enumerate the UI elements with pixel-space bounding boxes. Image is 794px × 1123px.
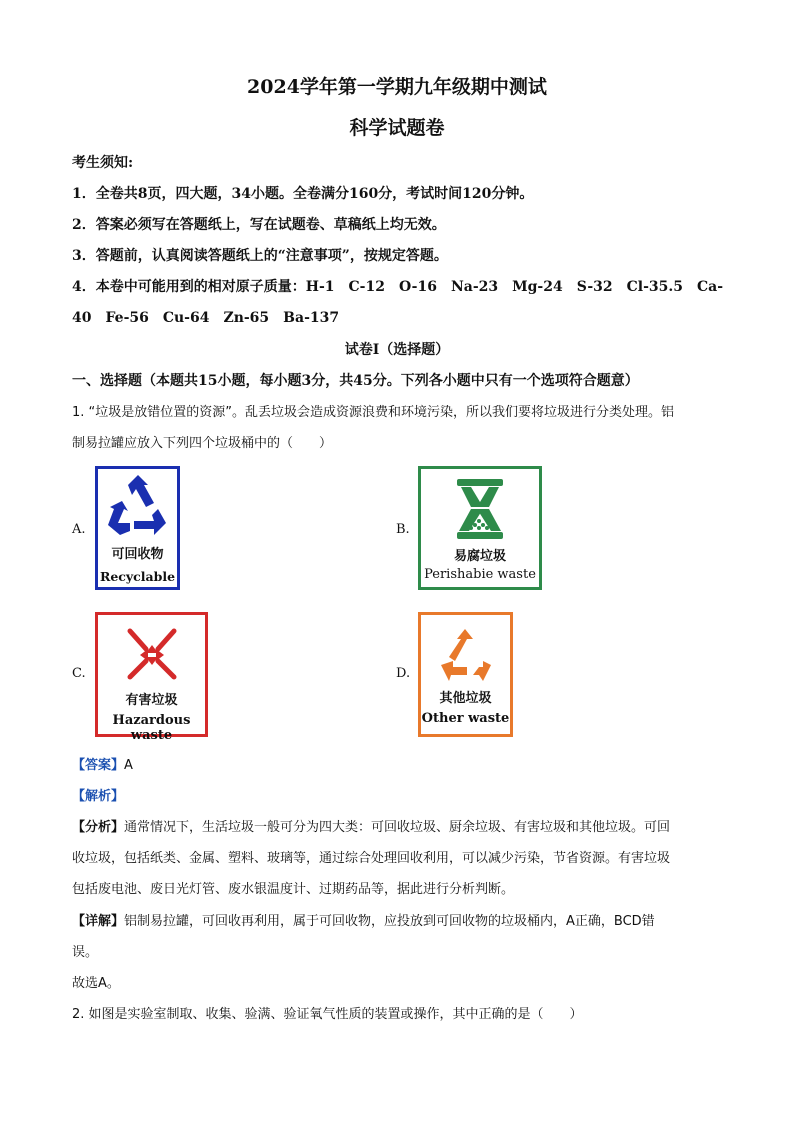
notice-heading: 考生须知: (72, 155, 134, 171)
notice-item: 2．答案必须写在答题纸上，写在试题卷、草稿纸上均无效。 (72, 217, 446, 233)
part-title: 一、选择题（本题共15小题，每小题3分，共45分。下列各小题中只有一个选项符合题意） (72, 373, 639, 389)
page-subtitle: 科学试题卷 (349, 117, 445, 139)
detail-text: 铝制易拉罐，可回收再利用，属于可回收物，应投放到可回收物的垃圾桶内，A正确，BCD错 (124, 914, 655, 929)
perishable-bin-image[interactable] (418, 466, 542, 590)
question-stem: 1. “垃圾是放错位置的资源”。乱丢垃圾会造成资源浪费和环境污染，所以我们要将垃圾进行分类处理。铝 (72, 405, 675, 420)
detail-tag: 【详解】 (72, 914, 125, 929)
bin-label-cn: 其他垃圾 (439, 691, 492, 706)
hourglass-icon (421, 477, 539, 547)
hazard-cross-icon (98, 625, 205, 691)
answer-tag: 【答案】 (72, 758, 125, 773)
fenxi-tag: 【分析】 (72, 820, 125, 835)
answer-value: A (124, 758, 133, 773)
page-title: 2024学年第一学期九年级期中测试 (247, 76, 547, 98)
detail-text: 误。 (72, 945, 99, 960)
conclusion: 故选A。 (72, 976, 120, 991)
bin-label-en: Other waste (421, 711, 510, 726)
bin-label-en: Hazardous waste (112, 713, 191, 743)
fenxi-line (72, 816, 670, 835)
bin-label-cn: 易腐垃圾 (453, 549, 506, 564)
notice-item: 3．答题前，认真阅读答题纸上的“注意事项”，按规定答题。 (72, 248, 448, 264)
option-letter: A. (72, 522, 86, 537)
other-waste-bin-image[interactable] (418, 612, 513, 737)
notice-item: 1．全卷共8页，四大题，34小题。全卷满分160分，考试时间120分钟。 (72, 186, 534, 202)
recyclable-bin-image[interactable] (95, 466, 180, 590)
fenxi-text: 收垃圾，包括纸类、金属、塑料、玻璃等，通过综合处理回收利用，可以减少污染，节省资源。有害垃圾 (72, 851, 671, 866)
notice-item: 40 Fe-56 Cu-64 Zn-65 Ba-137 (72, 310, 340, 326)
fenxi-text: 通常情况下，生活垃圾一般可分为四大类：可回收垃圾、厨余垃圾、有害垃圾和其他垃圾。可回 (124, 820, 671, 835)
notice-item: 4．本卷中可能用到的相对原子质量：H-1 C-12 O-16 Na-23 Mg-24 S-32 Cl-35.5 Ca- (72, 279, 724, 295)
bin-label-cn: 可回收物 (111, 547, 164, 562)
option-letter: D. (396, 666, 411, 681)
paper-title: 试卷Ⅰ（选择题） (344, 342, 450, 358)
answer-line (72, 754, 133, 773)
analysis-tag: 【解析】 (72, 789, 125, 804)
fenxi-text: 包括废电池、废日光灯管、废水银温度计、过期药品等，据此进行分析判断。 (72, 882, 515, 897)
question-stem: 制易拉罐应放入下列四个垃圾桶中的（ ） (72, 436, 333, 451)
option-letter: C. (72, 666, 86, 681)
recycle-icon (98, 473, 177, 543)
option-letter: B. (396, 522, 410, 537)
bin-label-cn: 有害垃圾 (125, 693, 178, 708)
hazardous-bin-image[interactable] (95, 612, 208, 743)
bin-label-en: Perishabie waste (424, 567, 536, 582)
bin-label-en: Recyclable (99, 569, 176, 584)
other-waste-icon (421, 625, 510, 691)
detail-line (72, 910, 655, 929)
question-stem: 2. 如图是实验室制取、收集、验满、验证氧气性质的装置或操作，其中正确的是（ ） (72, 1007, 583, 1022)
